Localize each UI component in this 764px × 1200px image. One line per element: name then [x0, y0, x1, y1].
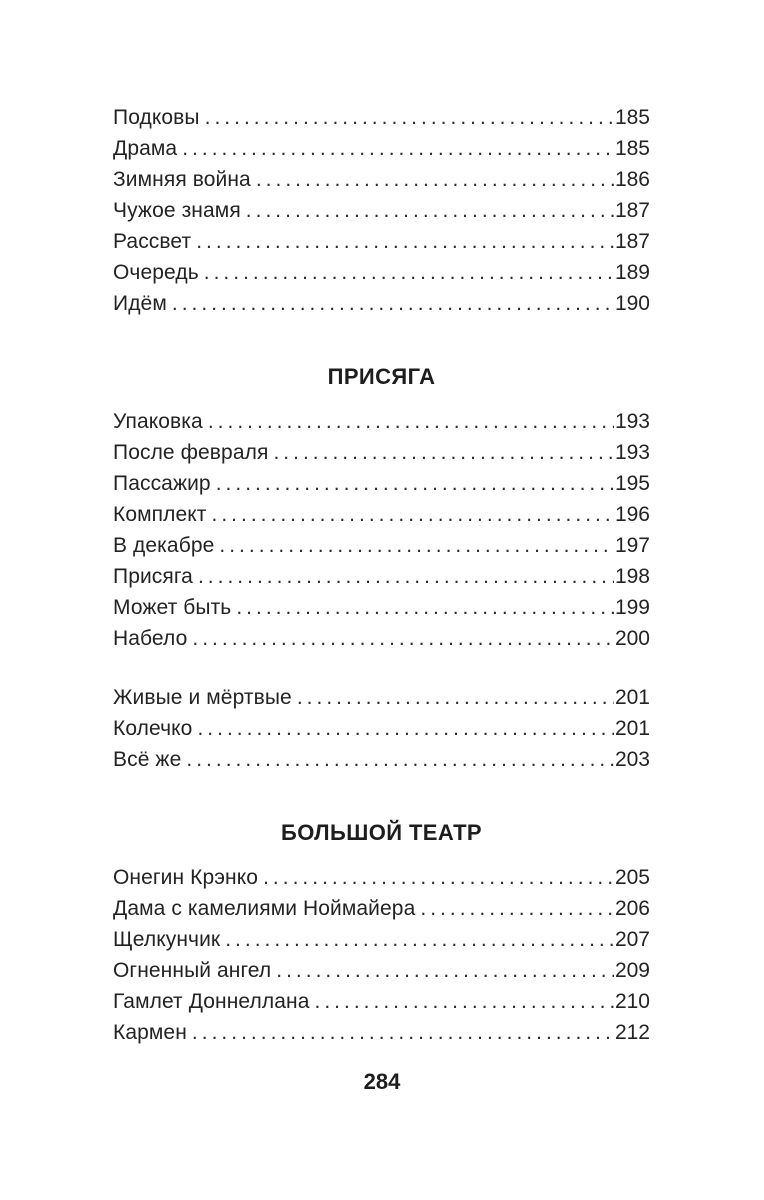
dot-leader: [196, 226, 614, 257]
toc-entry: [113, 133, 650, 164]
dot-leader: [314, 986, 613, 1017]
toc-entry-page: 201: [614, 717, 650, 740]
toc-entry-page: 212: [614, 1021, 650, 1044]
toc-entry: [113, 499, 650, 530]
toc-entry: [113, 682, 650, 713]
dot-leader: [297, 682, 614, 713]
toc-entry-title: Дама с камелиями Ноймайера: [113, 897, 416, 920]
toc-entry: [113, 195, 650, 226]
toc-entry-page: 197: [614, 534, 650, 557]
dot-leader: [276, 955, 614, 986]
toc-entry-title: В декабре: [113, 534, 215, 557]
dot-leader: [236, 592, 614, 623]
dot-leader: [420, 893, 614, 924]
toc-entry-page: 203: [614, 748, 650, 771]
toc-entry-page: 199: [614, 596, 650, 619]
toc-entry-page: 187: [614, 230, 650, 253]
toc-entry-page: 200: [614, 627, 650, 650]
toc-entry-title: Упаковка: [113, 410, 203, 433]
toc-entry-title: Гамлет Доннеллана: [113, 990, 310, 1013]
dot-leader: [205, 102, 614, 133]
toc-entry: [113, 862, 650, 893]
toc-entry-page: 196: [614, 503, 650, 526]
toc-group: [113, 102, 650, 319]
toc-entry-title: Рассвет: [113, 230, 192, 253]
toc-entry-page: 185: [614, 137, 650, 160]
dot-leader: [219, 530, 614, 561]
toc-entry: [113, 288, 650, 319]
toc-entry-page: 209: [614, 959, 650, 982]
toc-entry-title: Зимняя война: [113, 168, 251, 191]
dot-leader: [192, 623, 614, 654]
toc-entry-title: Онегин Крэнко: [113, 866, 259, 889]
toc-entry: [113, 437, 650, 468]
toc-entry-title: Пассажир: [113, 472, 211, 495]
toc-entry-page: 190: [614, 292, 650, 315]
toc-entry-title: После февраля: [113, 441, 269, 464]
toc-entry-page: 205: [614, 866, 650, 889]
toc-entry: [113, 986, 650, 1017]
dot-leader: [256, 164, 614, 195]
toc-entry-title: Может быть: [113, 596, 232, 619]
toc-entry: [113, 744, 650, 775]
toc-entry-title: Колечко: [113, 717, 193, 740]
toc-entry: [113, 226, 650, 257]
toc-entry: [113, 530, 650, 561]
toc-entry-page: 207: [614, 928, 650, 951]
toc-entry-title: Огненный ангел: [113, 959, 272, 982]
toc-entry: [113, 102, 650, 133]
toc-entry: [113, 406, 650, 437]
toc-entry-title: Щелкунчик: [113, 928, 221, 951]
toc-entry-title: Кармен: [113, 1021, 187, 1044]
toc-entry-title: Присяга: [113, 565, 193, 588]
toc-entry-page: 187: [614, 199, 650, 222]
toc-entry-page: 193: [614, 441, 650, 464]
toc-entry-title: Всё же: [113, 748, 182, 771]
toc-entry-title: Чужое знамя: [113, 199, 241, 222]
toc-entry: [113, 1017, 650, 1048]
dot-leader: [172, 288, 614, 319]
toc-entry-page: 186: [614, 168, 650, 191]
toc-entry: [113, 955, 650, 986]
toc-entry: [113, 561, 650, 592]
toc-entry-page: 201: [614, 686, 650, 709]
toc-group: [113, 682, 650, 775]
toc-entry: [113, 592, 650, 623]
toc-entry-page: 193: [614, 410, 650, 433]
page-footer: [0, 1066, 764, 1097]
toc-entry: [113, 468, 650, 499]
dot-leader: [192, 1017, 614, 1048]
toc-entry-title: Очередь: [113, 261, 199, 284]
dot-leader: [182, 133, 614, 164]
toc-entry: [113, 623, 650, 654]
dot-leader: [216, 468, 614, 499]
toc-entry-title: Подковы: [113, 106, 200, 129]
toc-entry: [113, 924, 650, 955]
dot-leader: [204, 257, 614, 288]
section-heading: ПРИСЯГА: [327, 364, 436, 389]
toc-entry-title: Комплект: [113, 503, 207, 526]
toc-entry: [113, 713, 650, 744]
toc-group: [113, 406, 650, 654]
toc-entry-page: 210: [614, 990, 650, 1013]
toc-entry-page: 185: [614, 106, 650, 129]
table-of-contents: [113, 102, 650, 1048]
dot-leader: [212, 499, 614, 530]
dot-leader: [246, 195, 614, 226]
toc-entry-title: Набело: [113, 627, 188, 650]
toc-entry-title: Живые и мёртвые: [113, 686, 292, 709]
toc-entry: [113, 893, 650, 924]
dot-leader: [198, 561, 614, 592]
toc-entry-title: Драма: [113, 137, 178, 160]
dot-leader: [197, 713, 614, 744]
folio-page-number: 284: [363, 1069, 401, 1094]
dot-leader: [225, 924, 614, 955]
toc-entry: [113, 257, 650, 288]
toc-entry: [113, 164, 650, 195]
toc-entry-page: 195: [614, 472, 650, 495]
toc-entry-page: 198: [614, 565, 650, 588]
dot-leader: [186, 744, 614, 775]
toc-group: [113, 862, 650, 1048]
toc-entry-page: 206: [614, 897, 650, 920]
section-heading: БОЛЬШОЙ ТЕАТР: [281, 820, 482, 845]
toc-entry-title: Идём: [113, 292, 167, 315]
dot-leader: [273, 437, 614, 468]
dot-leader: [208, 406, 614, 437]
dot-leader: [263, 862, 614, 893]
toc-entry-page: 189: [614, 261, 650, 284]
